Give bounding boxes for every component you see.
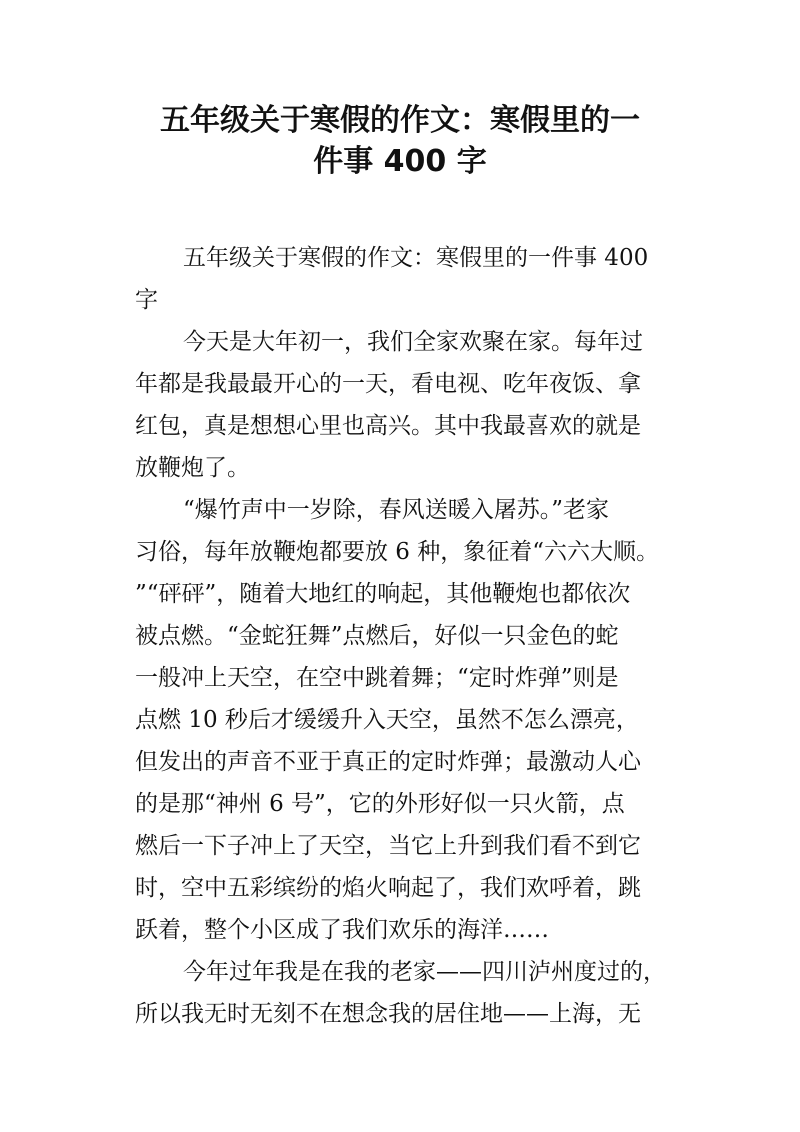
body-line: 的是那“神州 6 号”，它的外形好似一只火箭，点 [135, 791, 625, 817]
body-line: 今天是大年初一，我们全家欢聚在家。每年过 [183, 329, 643, 355]
title-line-1: 五年级关于寒假的作文：寒假里的一 [160, 103, 640, 138]
body-line: 一般冲上天空，在空中跳着舞；“定时炸弹”则是 [135, 665, 619, 691]
body-line: “爆竹声中一岁除，春风送暖入屠苏。”老家 [183, 497, 610, 523]
document-body [135, 237, 670, 1035]
body-line: 时，空中五彩缤纷的焰火响起了，我们欢呼着，跳 [135, 875, 641, 901]
body-line: 放鞭炮了。 [135, 455, 250, 481]
title-line-2: 件事 400 字 [313, 144, 487, 179]
body-line: 习俗，每年放鞭炮都要放 6 种，象征着“六六大顺。 [135, 539, 660, 565]
document-title [0, 100, 800, 182]
body-line: 五年级关于寒假的作文：寒假里的一件事 400 [183, 245, 649, 271]
body-line: 字 [135, 287, 158, 313]
body-line: 点燃 10 秒后才缓缓升入天空，虽然不怎么漂亮， [135, 707, 639, 733]
body-line: 跃着，整个小区成了我们欢乐的海洋…… [135, 917, 549, 943]
body-line: 今年过年我是在我的老家——四川泸州度过的， [183, 959, 666, 985]
body-line: ”“砰砰”，随着大地红的响起，其他鞭炮也都依次 [135, 581, 631, 607]
body-line: 被点燃。“金蛇狂舞”点燃后，好似一只金色的蛇 [135, 623, 619, 649]
body-line: 但发出的声音不亚于真正的定时炸弹；最激动人心 [135, 749, 641, 775]
body-line: 红包，真是想想心里也高兴。其中我最喜欢的就是 [135, 413, 641, 439]
body-line: 所以我无时无刻不在想念我的居住地——上海，无 [135, 1001, 641, 1027]
body-line: 燃后一下子冲上了天空，当它上升到我们看不到它 [135, 833, 641, 859]
body-line: 年都是我最最开心的一天，看电视、吃年夜饭、拿 [135, 371, 641, 397]
